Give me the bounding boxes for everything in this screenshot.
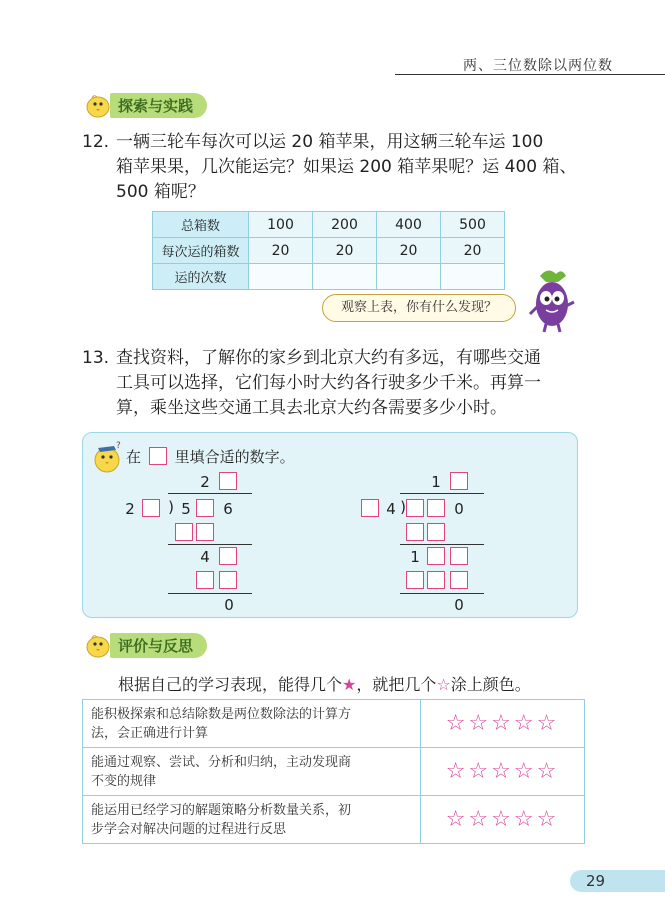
table-cell: 400: [377, 212, 441, 238]
answer-box[interactable]: [196, 523, 214, 541]
division-rule: [400, 593, 484, 594]
division-bracket: ): [400, 498, 406, 516]
answer-box[interactable]: [219, 571, 237, 589]
criterion-line: 能运用已经学习的解题策略分析数量关系，初: [91, 802, 352, 818]
table-row: [83, 796, 585, 844]
answer-cell[interactable]: [313, 264, 377, 290]
section-explore: [84, 92, 207, 118]
filled-star-icon: ★: [342, 675, 357, 694]
page-number: 29: [586, 872, 606, 890]
left-dividend-digit: 5: [181, 500, 191, 518]
left-step-digit: 4: [200, 548, 210, 566]
answer-cell[interactable]: [441, 264, 505, 290]
left-quotient-digit: 2: [200, 473, 210, 491]
answer-cell[interactable]: [249, 264, 313, 290]
division-rule: [400, 544, 484, 545]
table-row: [153, 212, 505, 238]
box-count-table: [152, 211, 505, 290]
chapter-title: 两、三位数除以两位数: [463, 58, 613, 74]
section-explore-label: 探索与实践: [110, 93, 207, 118]
right-remainder: 0: [454, 596, 464, 614]
table-cell: 200: [313, 212, 377, 238]
answer-cell[interactable]: [377, 264, 441, 290]
table-row: [153, 264, 505, 290]
criterion-line: 不变的规律: [91, 773, 157, 789]
table-row: [83, 700, 585, 748]
answer-box[interactable]: [427, 499, 445, 517]
division-bracket: ): [168, 498, 174, 516]
self-evaluation-table: [82, 699, 585, 844]
example-box: [149, 447, 167, 465]
answer-box[interactable]: [406, 523, 424, 541]
speech-bubble: 观察上表，你有什么发现？: [322, 294, 516, 322]
table-row: [153, 238, 505, 264]
criterion-line: 步学会对解决问题的过程进行反思: [91, 821, 287, 837]
criterion-text: [83, 796, 421, 844]
table-cell: 500: [441, 212, 505, 238]
answer-box[interactable]: [406, 499, 424, 517]
left-dividend-digit: 6: [223, 500, 233, 518]
division-rule: [168, 544, 252, 545]
section-evaluate-label: 评价与反思: [110, 633, 207, 658]
star-rating[interactable]: ☆☆☆☆☆: [421, 796, 585, 844]
left-divisor-digit: 2: [125, 500, 135, 518]
problem-13-number: 13.: [82, 348, 110, 368]
eggplant-mascot-icon: [522, 266, 582, 336]
problem-13-line2: 工具可以选择，它们每小时大约各行驶多少千米。再算一: [116, 373, 541, 393]
answer-box[interactable]: [406, 571, 424, 589]
evaluation-intro: [118, 672, 531, 695]
empty-star-icon: ☆: [436, 675, 451, 694]
section-evaluate: [84, 632, 207, 658]
problem-13-line3: 算，乘坐这些交通工具去北京大约各需要多少小时。: [116, 398, 507, 418]
answer-box[interactable]: [450, 571, 468, 589]
answer-box[interactable]: [361, 499, 379, 517]
answer-box[interactable]: [219, 472, 237, 490]
intro-text-mid: ，就把几个: [356, 675, 437, 694]
table-cell: 20: [313, 238, 377, 264]
answer-box[interactable]: [427, 547, 445, 565]
problem-12-line1: 一辆三轮车每次可以运 20 箱苹果，用这辆三轮车运 100: [116, 132, 544, 152]
star-rating[interactable]: ☆☆☆☆☆: [421, 700, 585, 748]
criterion-line: 法，会正确进行计算: [91, 725, 209, 741]
right-quotient-digit: 1: [431, 473, 441, 491]
criterion-line: 能积极探索和总结除数是两位数除法的计算方: [91, 706, 352, 722]
answer-box[interactable]: [196, 571, 214, 589]
left-remainder: 0: [224, 596, 234, 614]
table-header-cell: 总箱数: [153, 212, 249, 238]
problem-12-line2: 箱苹果果，几次能运完？如果运 200 箱苹果呢？运 400 箱、: [116, 157, 577, 177]
criterion-text: [83, 700, 421, 748]
answer-box[interactable]: [196, 499, 214, 517]
table-cell: 20: [377, 238, 441, 264]
right-divisor-digit: 4: [386, 500, 396, 518]
table-header-cell: 运的次数: [153, 264, 249, 290]
criterion-text: [83, 748, 421, 796]
answer-box[interactable]: [219, 547, 237, 565]
fill-panel-title: [126, 446, 295, 467]
problem-13-line1: 查找资料，了解你的家乡到北京大约有多远，有哪些交通: [116, 348, 541, 368]
intro-text-pre: 根据自己的学习表现，能得几个: [118, 675, 343, 694]
header-rule: [395, 74, 665, 75]
problem-13: [82, 346, 541, 421]
problem-12-number: 12.: [82, 132, 110, 152]
answer-box[interactable]: [175, 523, 193, 541]
division-bar: [168, 493, 252, 494]
intro-text-post: 涂上颜色。: [450, 675, 531, 694]
answer-box[interactable]: [450, 547, 468, 565]
page-number-bar: [570, 870, 665, 892]
table-header-cell: 每次运的箱数: [153, 238, 249, 264]
division-rule: [168, 593, 252, 594]
answer-box[interactable]: [142, 499, 160, 517]
problem-12: [82, 130, 577, 205]
answer-box[interactable]: [427, 571, 445, 589]
table-cell: 20: [249, 238, 313, 264]
table-row: [83, 748, 585, 796]
criterion-line: 能通过观察、尝试、分析和归纳，主动发现商: [91, 754, 352, 770]
star-rating[interactable]: ☆☆☆☆☆: [421, 748, 585, 796]
problem-12-line3: 500 箱呢？: [116, 182, 205, 202]
division-bar: [400, 493, 484, 494]
answer-box[interactable]: [427, 523, 445, 541]
svg-text:?: ?: [116, 441, 121, 451]
table-cell: 100: [249, 212, 313, 238]
answer-box[interactable]: [450, 472, 468, 490]
fill-panel-title-pre: 在: [126, 448, 142, 466]
table-cell: 20: [441, 238, 505, 264]
right-step-digit: 1: [410, 548, 420, 566]
right-dividend-digit: 0: [454, 500, 464, 518]
thinking-chick-icon: [92, 440, 124, 474]
fill-panel-title-post: 里填合适的数字。: [174, 448, 295, 466]
